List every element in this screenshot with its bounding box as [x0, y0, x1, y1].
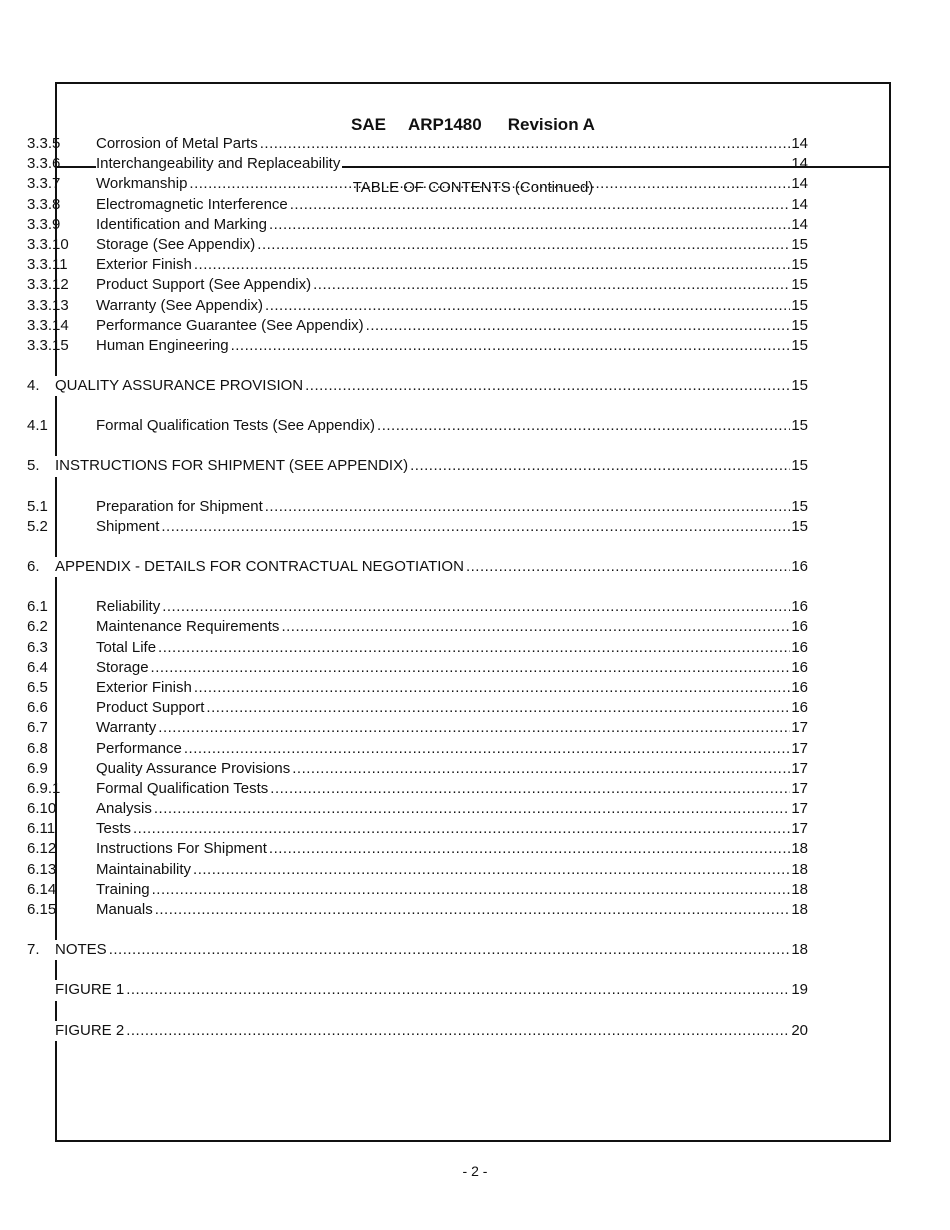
toc-entry-number: 6.6 — [27, 699, 48, 717]
toc-entry-page: 18 — [791, 901, 808, 918]
toc-entry[interactable] — [27, 557, 808, 577]
table-of-contents — [27, 134, 808, 1041]
toc-entry[interactable] — [27, 819, 808, 839]
toc-entry-title: Analysis — [96, 799, 154, 819]
toc-entry-page: 17 — [791, 719, 808, 737]
toc-entry-title: Manuals — [96, 900, 155, 920]
toc-entry-page: 15 — [791, 235, 808, 253]
toc-entry[interactable] — [27, 597, 808, 617]
toc-entry[interactable] — [27, 456, 808, 476]
toc-dot-leader — [410, 456, 790, 476]
toc-entry[interactable] — [27, 658, 808, 678]
toc-entry-number: 3.3.5 — [27, 135, 61, 152]
toc-entry-number: 4.1 — [27, 417, 48, 435]
toc-entry-number: 6.2 — [27, 618, 48, 636]
toc-entry-title: Product Support — [96, 698, 206, 718]
toc-dot-leader — [161, 517, 790, 537]
toc-entry[interactable] — [27, 275, 808, 295]
toc-entry-page: 17 — [791, 779, 808, 797]
toc-entry-page: 18 — [791, 941, 808, 959]
toc-entry-number: 5. — [27, 457, 40, 475]
toc-entry-number: 3.3.7 — [27, 175, 61, 193]
toc-group-gap — [27, 537, 808, 557]
toc-entry-page: 16 — [791, 638, 808, 656]
toc-entry-title: Warranty — [96, 718, 158, 738]
toc-entry-page: 15 — [791, 497, 808, 515]
toc-dot-leader — [155, 900, 791, 920]
toc-entry-page: 15 — [791, 377, 808, 395]
toc-group-gap — [27, 1001, 808, 1021]
toc-entry[interactable] — [27, 336, 808, 356]
toc-entry-title: Total Life — [96, 638, 158, 658]
toc-entry-title: Corrosion of Metal Parts — [96, 134, 260, 154]
toc-dot-leader — [366, 316, 791, 336]
toc-dot-leader — [265, 296, 790, 316]
toc-entry-number: 6.5 — [27, 678, 48, 696]
header-doc-number: ARP1480 — [408, 115, 482, 134]
toc-entry-title: FIGURE 2 — [55, 1021, 126, 1041]
toc-entry-number: 6.4 — [27, 658, 48, 676]
toc-dot-leader — [231, 336, 791, 356]
toc-entry-number: 6.7 — [27, 719, 48, 737]
toc-dot-leader — [257, 235, 790, 255]
toc-entry[interactable] — [27, 678, 808, 698]
toc-entry-number: 3.3.10 — [27, 235, 69, 253]
toc-dot-leader — [133, 819, 790, 839]
toc-entry[interactable] — [27, 316, 808, 336]
toc-dot-leader — [194, 255, 790, 275]
toc-entry[interactable] — [27, 739, 808, 759]
toc-entry-page: 14 — [791, 195, 808, 213]
toc-dot-leader — [206, 698, 790, 718]
toc-entry-page: 18 — [791, 860, 808, 878]
toc-entry-page: 15 — [791, 276, 808, 294]
toc-entry[interactable] — [27, 799, 808, 819]
toc-entry-title: Performance — [96, 739, 184, 759]
toc-entry[interactable] — [27, 497, 808, 517]
toc-entry-title: Storage — [96, 658, 151, 678]
toc-entry-page: 18 — [791, 840, 808, 858]
toc-entry[interactable] — [27, 860, 808, 880]
toc-entry-page: 17 — [791, 739, 808, 757]
toc-entry[interactable] — [27, 296, 808, 316]
toc-group-gap — [27, 920, 808, 940]
toc-entry-number: 6.12 — [27, 840, 57, 858]
toc-group-gap — [27, 577, 808, 597]
toc-entry-title: Human Engineering — [96, 336, 231, 356]
toc-entry-number: 6.8 — [27, 739, 48, 757]
toc-dot-leader — [158, 638, 790, 658]
toc-entry[interactable] — [27, 880, 808, 900]
toc-dot-leader — [154, 799, 790, 819]
toc-entry-page: 15 — [791, 256, 808, 274]
toc-dot-leader — [313, 275, 790, 295]
toc-entry-title: Exterior Finish — [96, 255, 194, 275]
toc-dot-leader — [152, 880, 791, 900]
toc-dot-leader — [377, 416, 790, 436]
toc-entry[interactable] — [27, 154, 808, 174]
toc-entry-page: 15 — [791, 336, 808, 354]
toc-entry[interactable] — [27, 940, 808, 960]
toc-entry-title: Identification and Marking — [96, 215, 269, 235]
toc-entry-page: 18 — [791, 880, 808, 898]
header-revision: Revision A — [507, 115, 595, 134]
toc-entry-page: 15 — [791, 517, 808, 535]
toc-dot-leader — [270, 779, 790, 799]
toc-dot-leader — [305, 376, 790, 396]
page-number: - 2 - — [462, 1163, 488, 1179]
toc-entry-title: QUALITY ASSURANCE PROVISION — [55, 376, 305, 396]
toc-entry-number: 3.3.14 — [27, 316, 69, 334]
toc-entry[interactable] — [27, 617, 808, 637]
toc-entry-title: Training — [96, 880, 152, 900]
toc-dot-leader — [265, 497, 791, 517]
toc-entry[interactable] — [27, 517, 808, 537]
toc-entry-page: 16 — [791, 618, 808, 636]
toc-entry-title: Preparation for Shipment — [96, 497, 265, 517]
toc-entry-title: Quality Assurance Provisions — [96, 759, 292, 779]
toc-entry-title: Electromagnetic Interference — [96, 195, 290, 215]
toc-entry-title: Warranty (See Appendix) — [96, 296, 265, 316]
toc-entry-title: Maintainability — [96, 860, 193, 880]
toc-entry-title: NOTES — [55, 940, 109, 960]
toc-entry[interactable] — [27, 779, 808, 799]
toc-entry-title: APPENDIX - DETAILS FOR CONTRACTUAL NEGOTIATION — [55, 557, 466, 577]
toc-entry-number: 6.14 — [27, 880, 57, 898]
toc-title: TABLE OF CONTENTS (Continued) — [352, 179, 594, 196]
toc-group-gap — [27, 477, 808, 497]
toc-entry[interactable] — [27, 416, 808, 436]
toc-entry-number: 6.3 — [27, 638, 48, 656]
toc-entry-number: 3.3.11 — [27, 256, 68, 274]
toc-entry-title: Maintenance Requirements — [96, 617, 281, 637]
toc-entry[interactable] — [27, 1021, 808, 1041]
toc-group-gap — [27, 960, 808, 980]
toc-entry-number: 4. — [27, 377, 40, 395]
toc-entry-title: Formal Qualification Tests — [96, 779, 270, 799]
toc-entry-number: 5.2 — [27, 517, 48, 535]
toc-dot-leader — [193, 860, 790, 880]
toc-entry[interactable] — [27, 134, 808, 154]
toc-dot-leader — [194, 678, 790, 698]
toc-dot-leader — [260, 134, 791, 154]
toc-dot-leader — [126, 980, 790, 1000]
toc-entry-page: 16 — [791, 678, 808, 696]
toc-entry[interactable] — [27, 376, 808, 396]
toc-entry-page: 19 — [791, 981, 808, 999]
toc-entry-page: 16 — [791, 598, 808, 616]
toc-entry[interactable] — [27, 638, 808, 658]
toc-entry-number: 5.1 — [27, 497, 48, 515]
toc-entry-title: Shipment — [96, 517, 161, 537]
toc-entry-number: 6.9.1 — [27, 779, 61, 797]
toc-entry[interactable] — [27, 215, 808, 235]
toc-entry[interactable] — [27, 235, 808, 255]
toc-entry-page: 14 — [791, 155, 808, 173]
toc-entry-number: 6.10 — [27, 800, 57, 818]
toc-entry-title: Instructions For Shipment — [96, 839, 269, 859]
toc-dot-leader — [109, 940, 791, 960]
toc-entry-page: 16 — [791, 699, 808, 717]
toc-entry-title: Storage (See Appendix) — [96, 235, 257, 255]
toc-group-gap — [27, 356, 808, 376]
toc-entry-page: 15 — [791, 457, 808, 475]
toc-entry-number: 6.9 — [27, 759, 48, 777]
toc-entry[interactable] — [27, 698, 808, 718]
toc-entry-page: 15 — [791, 316, 808, 334]
toc-entry[interactable] — [27, 980, 808, 1000]
toc-entry-page: 14 — [791, 175, 808, 193]
toc-entry-page: 14 — [791, 135, 808, 152]
toc-entry-number: 6.13 — [27, 860, 57, 878]
toc-entry-page: 15 — [791, 296, 808, 314]
toc-entry-title: Formal Qualification Tests (See Appendix) — [96, 416, 377, 436]
toc-entry[interactable] — [27, 900, 808, 920]
toc-dot-leader — [281, 617, 790, 637]
toc-entry-page: 16 — [791, 658, 808, 676]
toc-entry-title: Exterior Finish — [96, 678, 194, 698]
toc-entry-number: 6.11 — [27, 820, 56, 838]
toc-dot-leader — [269, 839, 790, 859]
toc-dot-leader — [162, 597, 790, 617]
toc-dot-leader — [151, 658, 791, 678]
toc-dot-leader — [466, 557, 790, 577]
toc-entry-page: 14 — [791, 215, 808, 233]
toc-entry-number: 6.15 — [27, 901, 57, 918]
toc-entry-title: FIGURE 1 — [55, 980, 126, 1000]
toc-entry-number: 6. — [27, 558, 40, 575]
toc-entry-title: INSTRUCTIONS FOR SHIPMENT (SEE APPENDIX) — [55, 456, 410, 476]
toc-group-gap — [27, 436, 808, 456]
toc-dot-leader — [292, 759, 790, 779]
toc-entry[interactable] — [27, 718, 808, 738]
header-org: SAE — [351, 115, 386, 134]
toc-dot-leader — [184, 739, 790, 759]
toc-entry-title: Reliability — [96, 597, 162, 617]
toc-dot-leader — [269, 215, 790, 235]
toc-entry-page: 16 — [791, 558, 808, 575]
toc-entry-title: Workmanship — [96, 174, 189, 194]
toc-entry-number: 3.3.15 — [27, 336, 69, 354]
toc-entry-number: 3.3.9 — [27, 215, 61, 233]
toc-entry[interactable] — [27, 839, 808, 859]
toc-entry-title: Product Support (See Appendix) — [96, 275, 313, 295]
toc-group-gap — [27, 396, 808, 416]
toc-entry-number: 3.3.6 — [27, 155, 61, 173]
toc-entry-page: 17 — [791, 820, 808, 838]
toc-entry-number: 3.3.8 — [27, 195, 61, 213]
toc-entry-title: Tests — [96, 819, 133, 839]
toc-entry[interactable] — [27, 255, 808, 275]
toc-entry[interactable] — [27, 174, 808, 194]
toc-entry-title: Performance Guarantee (See Appendix) — [96, 316, 366, 336]
toc-entry-page: 15 — [791, 417, 808, 435]
toc-dot-leader — [126, 1021, 790, 1041]
toc-entry-number: 6.1 — [27, 598, 48, 616]
toc-entry-page: 17 — [791, 800, 808, 818]
toc-entry-title: Interchangeability and Replaceability — [96, 154, 342, 174]
toc-dot-leader — [189, 174, 790, 194]
toc-dot-leader — [290, 195, 791, 215]
toc-entry-page: 17 — [791, 759, 808, 777]
toc-dot-leader — [158, 718, 790, 738]
toc-dot-leader — [342, 154, 790, 174]
toc-entry[interactable] — [27, 759, 808, 779]
toc-entry-number: 3.3.12 — [27, 276, 69, 294]
toc-entry-page: 20 — [791, 1021, 808, 1039]
toc-entry[interactable] — [27, 195, 808, 215]
toc-entry-number: 7. — [27, 941, 40, 959]
toc-entry-number: 3.3.13 — [27, 296, 69, 314]
